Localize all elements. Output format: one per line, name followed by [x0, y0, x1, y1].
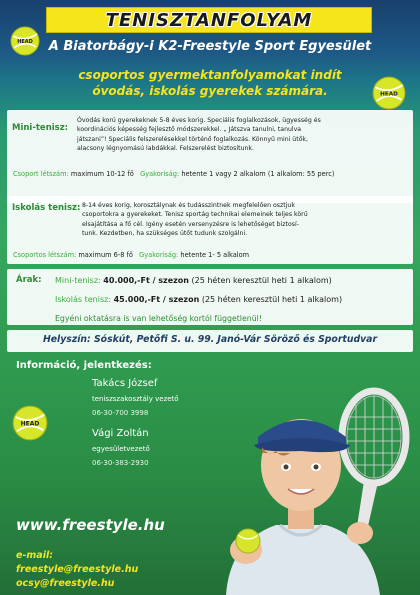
info-title: Információ, jelentkezés: — [16, 360, 152, 371]
price-row-mini — [55, 276, 332, 285]
mini-line: alacsony légnyomású labdákkal. Felszerelést biztosítunk. — [77, 144, 254, 152]
contact-role: teniszszakosztály vezető — [92, 395, 179, 403]
price-school-note: (25 héten keresztül heti 1 alkalom) — [201, 295, 343, 304]
contact-role: egyesületvezető — [92, 445, 150, 453]
individual-lessons-note: Egyéni oktatásra is van lehetőség kortól függetlenül! — [55, 314, 262, 323]
mini-tenisz-meta — [13, 170, 334, 178]
subtitle-line-1: csoportos gyermektanfolyamokat indít — [78, 68, 342, 82]
ball-brand: HEAD — [17, 39, 33, 45]
iskolas-tenisz-label: Iskolás tenisz: — [12, 203, 81, 213]
email-link[interactable]: ocsy@freestyle.hu — [16, 578, 115, 589]
contact-phone[interactable]: 06-30-383-2930 — [92, 459, 149, 467]
mini-line: koordinációs képesség fejlesztő módszerekkel. „ Játszva tanulni, tanulva — [77, 126, 302, 134]
poster-title: TENISZTANFOLYAM — [105, 9, 313, 31]
mini-freq-label: Gyakoriság: — [140, 170, 180, 178]
subtitle-line-2: óvodás, iskolás gyerekek számára. — [92, 84, 328, 98]
contact-name: Vági Zoltán — [92, 428, 149, 439]
iskolas-tenisz-description — [82, 201, 308, 238]
price-mini-note: (25 héten keresztül heti 1 alkalom) — [191, 276, 332, 285]
iskolas-tenisz-meta — [13, 251, 249, 259]
school-line: elsajátítása a fő cél. Igény esetén versenyzésre is lehetőséget biztosí- — [82, 220, 299, 228]
contact-phone[interactable]: 06-30-700 3998 — [92, 409, 149, 417]
school-freq-label: Gyakoriság: — [139, 251, 179, 259]
email-link[interactable]: freestyle@freestyle.hu — [16, 564, 139, 575]
price-mini-name: Mini-tenisz: — [55, 276, 101, 285]
price-school-value: 45.000,-Ft / szezon — [113, 295, 200, 304]
price-row-school — [55, 295, 342, 304]
club-name: A Biatorbágy-i K2-Freestyle Sport Egyesület — [48, 39, 372, 54]
mini-tenisz-label: Mini-tenisz: — [12, 123, 69, 133]
ball-brand: HEAD — [380, 91, 398, 98]
website-link[interactable]: www.freestyle.hu — [16, 516, 165, 534]
school-group-value: maximum 6-8 fő — [78, 251, 133, 259]
price-mini-value: 40.000,-Ft / szezon — [103, 276, 189, 285]
contact-name: Takács József — [92, 378, 158, 389]
school-line: csoportokra a gyerekeket. Tenisz sportág technikai elemeinek teljes körű — [82, 211, 308, 219]
school-line: tunk. Kezdetben, ha szükséges ütőt tudunk szolgálni. — [82, 229, 248, 237]
mini-tenisz-description — [77, 116, 321, 153]
prices-label: Árak: — [16, 275, 42, 285]
email-label: e-mail: — [16, 550, 54, 561]
mini-line: játszani”! Speciális felszerelésekkel történő foglalkozás. Könnyű mini ütők, — [77, 135, 308, 143]
location-text: Helyszín: Sóskút, Petőfi S. u. 99. Janó-Vár Söröző és Sportudvar — [42, 334, 378, 345]
mini-group-label: Csoport létszám: — [13, 170, 69, 178]
price-school-name: Iskolás tenisz: — [55, 295, 112, 304]
racket-icon — [342, 391, 406, 535]
mini-group-value: maximum 10-12 fő — [70, 170, 134, 178]
school-freq-value: hetente 1- 5 alkalom — [180, 251, 250, 259]
boy-with-racket-illustration — [196, 355, 420, 595]
school-group-label: Csoportos létszám: — [13, 251, 77, 259]
mini-line: Óvodás korú gyerekeknek 5-8 éves korig. Speciális foglalkozások, ügyesség és — [77, 117, 321, 124]
ball-brand: HEAD — [20, 420, 40, 428]
tennis-ball-icon — [12, 405, 48, 441]
school-line: 8-14 éves korig, korosztálynak és tudásszintnek megfelelően osztjuk — [82, 202, 295, 209]
mini-freq-value: hetente 1 vagy 2 alkalom (1 alkalom: 55 perc) — [181, 170, 335, 178]
title-banner — [46, 7, 372, 33]
